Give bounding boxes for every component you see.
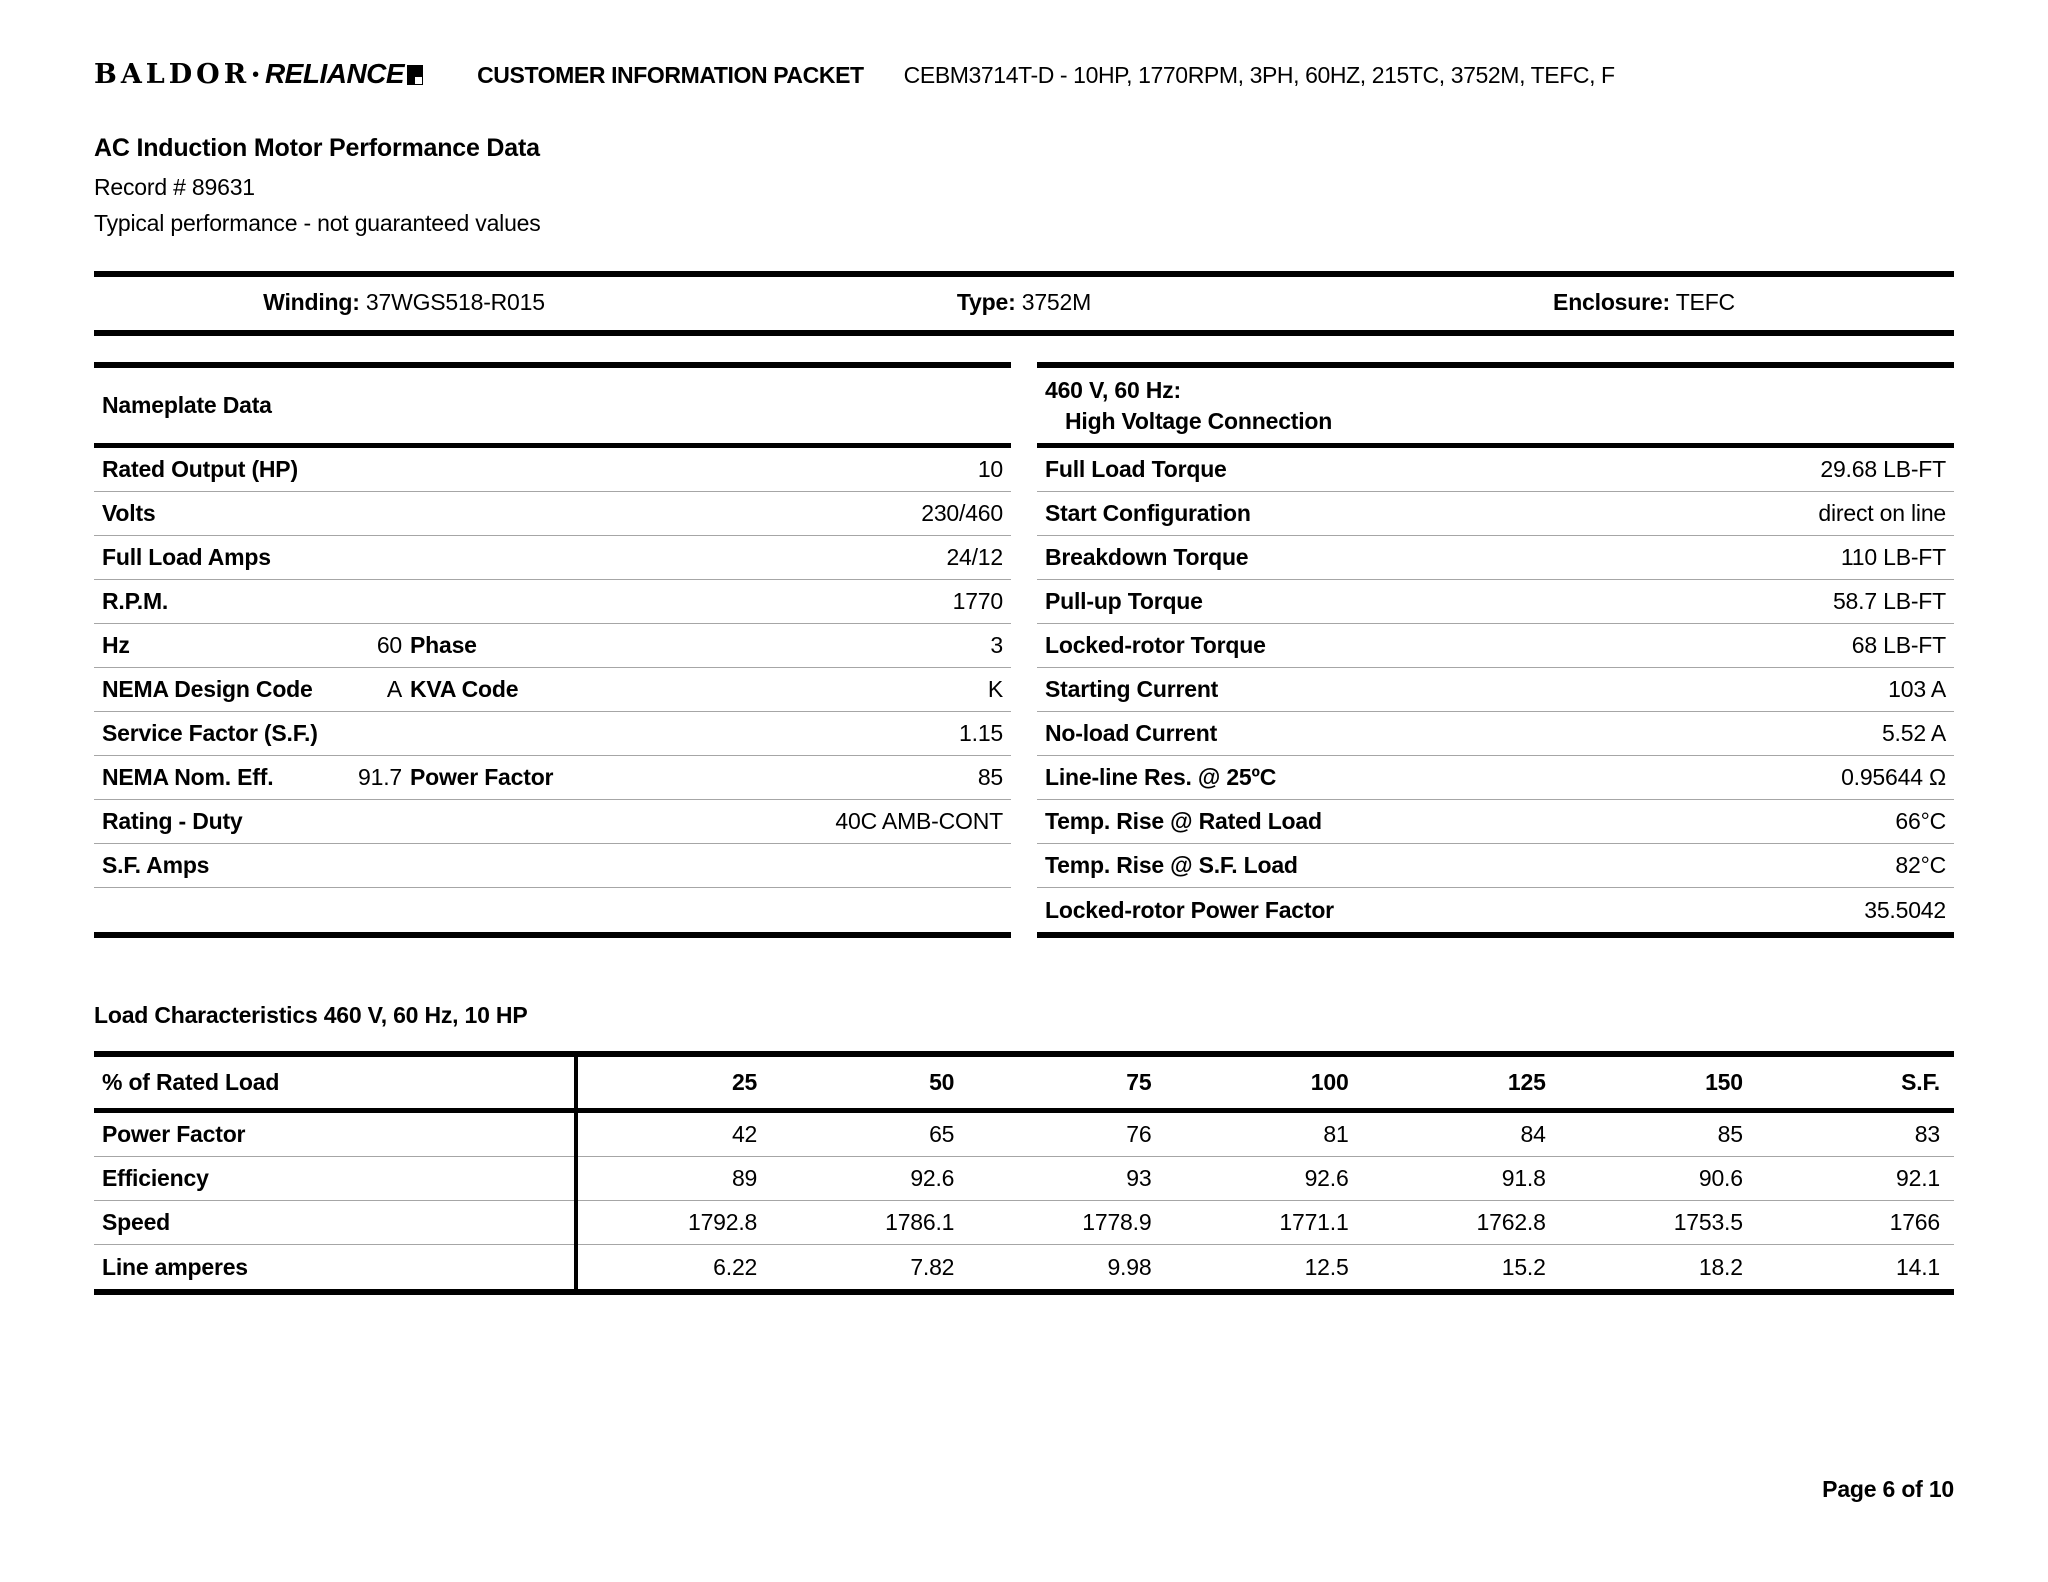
row-value: 1770 — [952, 588, 1003, 614]
table-row — [94, 492, 1011, 536]
cell-value: 7.82 — [910, 1253, 955, 1280]
enclosure-label: Enclosure: — [1553, 289, 1670, 315]
logo-dot-icon: • — [252, 64, 259, 86]
load-characteristics-title: Load Characteristics 460 V, 60 Hz, 10 HP — [94, 1002, 528, 1028]
row-main — [102, 544, 402, 571]
logo-reliance-text: RELIANCE — [264, 58, 405, 89]
column-header: 150 — [1705, 1069, 1743, 1095]
winding-type-enclosure-bar — [94, 271, 1954, 336]
catalog-model-line: CEBM3714T-D - 10HP, 1770RPM, 3PH, 60HZ, 215TC, 3752M, TEFC, F — [903, 62, 1615, 88]
cell-value: 9.98 — [1107, 1253, 1152, 1280]
cell-value: 91.8 — [1501, 1165, 1546, 1191]
table-row — [1037, 756, 1954, 800]
title-block — [94, 134, 1954, 237]
cell-value: 76 — [1126, 1121, 1152, 1147]
table-row — [1037, 844, 1954, 888]
nameplate-data-table — [94, 362, 1011, 938]
table-row — [94, 800, 1011, 844]
table-row — [1037, 624, 1954, 668]
row-label: Line amperes — [102, 1253, 248, 1280]
row-label: Rated Output (HP) — [102, 456, 298, 482]
cell-value: 1766 — [1889, 1209, 1940, 1235]
table-row — [94, 712, 1011, 756]
row-value: 110 LB-FT — [1840, 544, 1946, 570]
cell-value: 18.2 — [1698, 1253, 1743, 1280]
table-row — [94, 668, 1011, 712]
hv-table-title-line2: High Voltage Connection — [1065, 407, 1333, 434]
table-row — [94, 536, 1011, 580]
cell-value: 42 — [731, 1121, 758, 1147]
row-label: Starting Current — [1045, 676, 1219, 702]
row-value: 103 A — [1888, 676, 1946, 702]
performance-note: Typical performance - not guaranteed values — [94, 210, 541, 236]
page-number: Page 6 of 10 — [1822, 1476, 1954, 1502]
cell-value: 6.22 — [713, 1253, 758, 1280]
cell-value: 90.6 — [1698, 1165, 1743, 1191]
row-label: Locked-rotor Torque — [1045, 632, 1266, 658]
table-row — [94, 580, 1011, 624]
row-second-label: KVA Code — [410, 676, 519, 702]
row-value: 10 — [977, 456, 1003, 482]
table-row — [94, 844, 1011, 888]
row-value: 1.15 — [959, 720, 1003, 746]
document-header — [94, 58, 1954, 90]
row-value: K — [987, 676, 1003, 702]
cell-value: 92.1 — [1896, 1165, 1940, 1191]
packet-title: CUSTOMER INFORMATION PACKET — [477, 62, 864, 88]
cell-value: 12.5 — [1304, 1253, 1349, 1280]
column-header: 25 — [731, 1069, 758, 1095]
column-header: S.F. — [1901, 1069, 1940, 1095]
row-label: Start Configuration — [1045, 500, 1251, 526]
row-second-label: Phase — [410, 632, 477, 658]
table-row — [94, 448, 1011, 492]
row-label: Breakdown Torque — [1045, 544, 1249, 570]
row-label: NEMA Design Code — [102, 676, 313, 702]
row-label: Volts — [102, 500, 156, 526]
cell-value: 92.6 — [1304, 1165, 1349, 1191]
hv-table-title-line1: 460 V, 60 Hz: — [1045, 376, 1181, 403]
cell-value: 83 — [1914, 1121, 1940, 1147]
nameplate-table-header — [94, 368, 1011, 448]
row-main — [102, 500, 402, 527]
row-label: Temp. Rise @ S.F. Load — [1045, 852, 1298, 878]
row-value: 85 — [977, 764, 1003, 790]
record-number: Record # 89631 — [94, 174, 255, 200]
table-row — [1037, 668, 1954, 712]
performance-tables — [94, 362, 1954, 938]
nameplate-table-title: Nameplate Data — [102, 392, 272, 418]
row-label: R.P.M. — [102, 588, 169, 614]
column-divider — [574, 1057, 578, 1289]
row-main — [102, 632, 402, 659]
cell-value: 65 — [929, 1121, 955, 1147]
column-header: 125 — [1507, 1069, 1546, 1095]
row-value: 40C AMB-CONT — [835, 808, 1003, 834]
row-value: direct on line — [1818, 500, 1946, 526]
cell-value: 85 — [1717, 1121, 1743, 1147]
cell-value: 92.6 — [910, 1165, 955, 1191]
enclosure-cell — [1334, 289, 1954, 316]
row-mid-value: A — [386, 676, 402, 702]
row-label: Service Factor (S.F.) — [102, 720, 318, 746]
nameplate-rows — [94, 448, 1011, 888]
page-title: AC Induction Motor Performance Data — [94, 134, 540, 162]
column-header: 75 — [1126, 1069, 1152, 1095]
row-value: 35.5042 — [1864, 896, 1946, 923]
cell-value: 84 — [1520, 1121, 1546, 1147]
high-voltage-connection-table — [1037, 362, 1954, 938]
cell-value: 81 — [1323, 1121, 1349, 1147]
cell-value: 15.2 — [1501, 1253, 1546, 1280]
row-main — [102, 588, 402, 615]
table-row — [94, 1157, 1954, 1201]
cell-value: 14.1 — [1896, 1253, 1940, 1280]
empty-row — [94, 888, 1011, 932]
table-row — [1037, 580, 1954, 624]
table-row — [94, 1113, 1954, 1157]
table-row — [1037, 712, 1954, 756]
row-value: 66°C — [1895, 808, 1946, 834]
row-main — [102, 676, 402, 703]
type-value: 3752M — [1021, 289, 1092, 315]
row-value: 58.7 LB-FT — [1832, 588, 1946, 614]
cell-value: 1792.8 — [687, 1209, 758, 1235]
winding-label: Winding: — [263, 289, 360, 315]
row-value: 24/12 — [946, 544, 1003, 570]
cell-value: 1753.5 — [1673, 1209, 1743, 1235]
row-main — [102, 456, 402, 483]
row-mid-value: 60 — [376, 632, 402, 658]
row-label: Locked-rotor Power Factor — [1045, 896, 1334, 923]
row-value: 68 LB-FT — [1851, 632, 1946, 658]
hv-rows — [1037, 448, 1954, 932]
row-label: S.F. Amps — [102, 852, 210, 878]
load-header-label: % of Rated Load — [102, 1069, 280, 1095]
winding-value: 37WGS518-R015 — [365, 289, 545, 315]
hv-table-header — [1037, 368, 1954, 448]
table-row — [94, 624, 1011, 668]
cell-value: 89 — [731, 1165, 758, 1191]
logo-baldor-text: BALDOR — [94, 59, 251, 90]
row-main — [102, 808, 402, 835]
reliance-registered-mark-icon — [407, 65, 423, 85]
table-row — [1037, 448, 1954, 492]
cell-value: 93 — [1126, 1165, 1152, 1191]
row-second-label: Power Factor — [410, 764, 554, 790]
enclosure-value: TEFC — [1675, 289, 1735, 315]
baldor-reliance-logo — [94, 58, 423, 90]
row-value: 0.95644 Ω — [1841, 764, 1946, 790]
cell-value: 1762.8 — [1476, 1209, 1546, 1235]
column-header: 50 — [929, 1069, 955, 1095]
winding-cell — [94, 289, 714, 316]
row-value: 29.68 LB-FT — [1820, 456, 1946, 482]
cell-value: 1778.9 — [1082, 1209, 1152, 1235]
table-row — [1037, 492, 1954, 536]
row-mid-value: 91.7 — [358, 764, 402, 790]
row-label: Rating - Duty — [102, 808, 243, 834]
table-row — [1037, 800, 1954, 844]
cell-value: 1786.1 — [885, 1209, 955, 1235]
cell-value: 1771.1 — [1279, 1209, 1349, 1235]
load-characteristics-table — [94, 1051, 1954, 1295]
row-label: Hz — [102, 632, 130, 658]
type-label: Type: — [956, 289, 1016, 315]
row-value: 82°C — [1895, 852, 1946, 878]
row-label: Full Load Amps — [102, 544, 271, 570]
row-label: Temp. Rise @ Rated Load — [1045, 808, 1322, 834]
row-label: Full Load Torque — [1045, 456, 1227, 482]
row-label: Pull-up Torque — [1045, 588, 1203, 614]
table-row — [1037, 888, 1954, 932]
row-main — [102, 764, 402, 791]
table-row — [94, 1245, 1954, 1289]
row-main — [102, 720, 402, 747]
type-cell — [714, 289, 1334, 316]
load-table-header-row — [94, 1057, 1954, 1113]
table-row — [1037, 536, 1954, 580]
column-header: 100 — [1310, 1069, 1349, 1095]
row-label: Power Factor — [102, 1121, 246, 1147]
row-value: 5.52 A — [1881, 720, 1946, 746]
row-label: NEMA Nom. Eff. — [102, 764, 274, 790]
row-label: No-load Current — [1045, 720, 1218, 746]
row-label: Efficiency — [102, 1165, 209, 1191]
row-label: Speed — [102, 1209, 171, 1235]
row-value: 230/460 — [921, 500, 1003, 526]
row-value: 3 — [990, 632, 1003, 658]
row-main — [102, 852, 402, 879]
table-row — [94, 1201, 1954, 1245]
table-row — [94, 756, 1011, 800]
row-label: Line-line Res. @ 25ºC — [1045, 764, 1277, 790]
